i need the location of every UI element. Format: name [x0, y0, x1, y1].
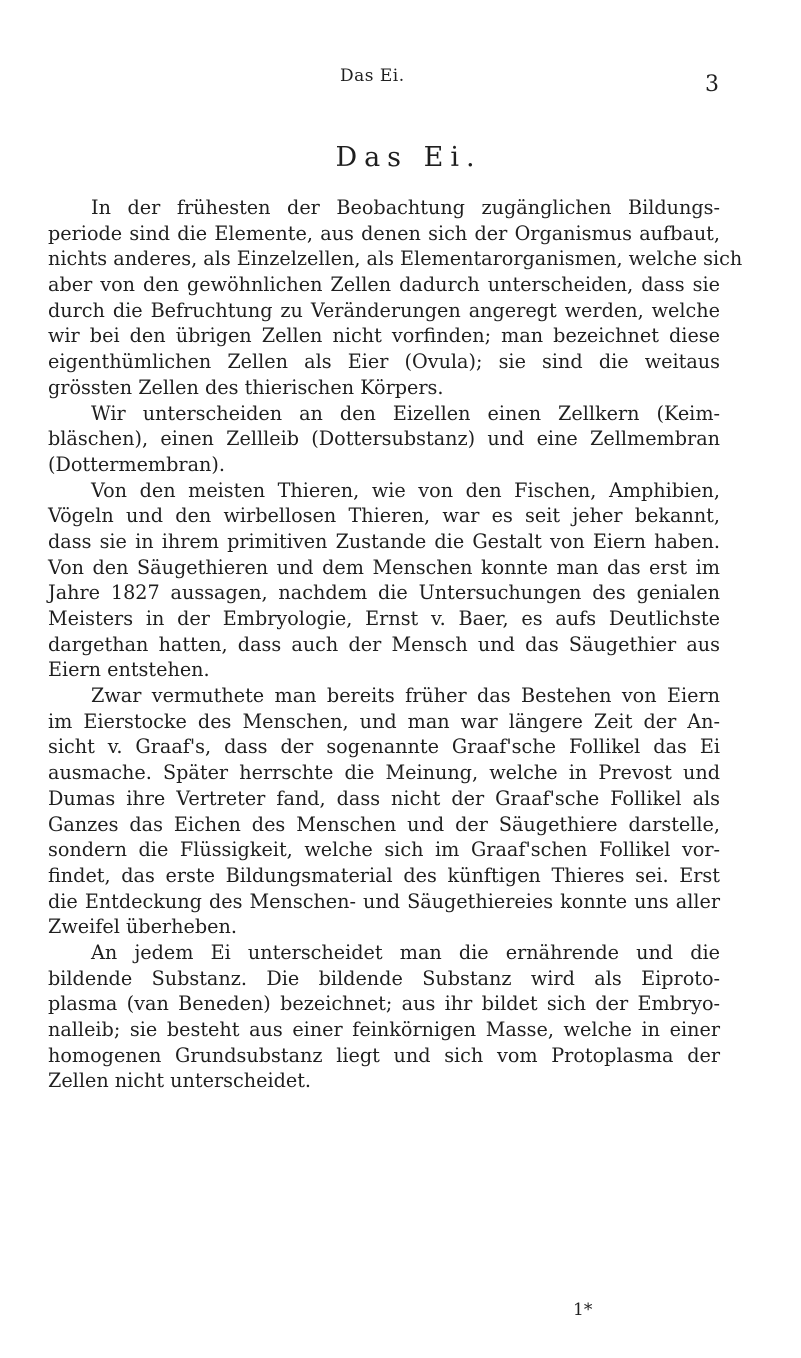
page-number: 3: [705, 72, 719, 97]
text-line: bildende Substanz. Die bildende Substanz wird als Eiproto-: [48, 966, 720, 990]
text-line: Von den Säugethieren und dem Menschen konnte man das erst im: [48, 555, 720, 579]
text-line: homogenen Grundsubstanz liegt und sich vom Protoplasma der: [48, 1043, 720, 1067]
chapter-title: Das Ei.: [335, 142, 482, 173]
text-line: Jahre 1827 aussagen, nachdem die Untersuchungen des genialen: [48, 581, 720, 605]
text-line: Meisters in der Embryologie, Ernst v. Baer, es aufs Deutlichste: [48, 607, 720, 630]
signature-mark: 1*: [573, 1300, 593, 1320]
text-line: Zwar vermuthete man bereits früher das Bestehen von Eiern: [91, 684, 720, 708]
text-line: Ganzes das Eichen des Menschen und der Säugethiere darstelle,: [48, 812, 720, 836]
text-line: wir bei den übrigen Zellen nicht vorfinden; man bezeichnet diese: [48, 324, 720, 348]
text-line: dargethan hatten, dass auch der Mensch und das Säugethier aus: [48, 632, 720, 656]
text-line: plasma (van Beneden) bezeichnet; aus ihr bildet sich der Embryo-: [48, 992, 720, 1016]
running-head: [0, 66, 801, 96]
text-line: nalleib; sie besteht aus einer feinkörnigen Masse, welche in einer: [48, 1018, 720, 1041]
text-line: findet, das erste Bildungsmaterial des künftigen Thieres sei. Erst: [48, 863, 720, 887]
text-line: aber von den gewöhnlichen Zellen dadurch unterscheiden, dass sie: [48, 273, 720, 297]
text-line: An jedem Ei unterscheidet man die ernährende und die: [91, 940, 720, 964]
body-text: [48, 195, 743, 1094]
text-line: Zweifel überheben.: [48, 915, 237, 939]
text-line: die Entdeckung des Menschen- und Säugethiereies konnte uns aller: [48, 889, 720, 913]
text-line: periode sind die Elemente, aus denen sich der Organismus aufbaut,: [48, 221, 720, 245]
running-title: Das Ei.: [340, 66, 405, 86]
text-line: nichts anderes, als Einzelzellen, als Elementarorganismen, welche sich: [48, 247, 743, 271]
text-line: Zellen nicht unterscheidet.: [48, 1069, 312, 1093]
text-line: In der frühesten der Beobachtung zugänglichen Bildungs-: [91, 196, 720, 219]
text-line: ausmache. Später herrschte die Meinung, welche in Prevost und: [48, 761, 720, 785]
text-line: sondern die Flüssigkeit, welche sich im Graaf'schen Follikel vor-: [48, 838, 720, 862]
text-line: im Eierstocke des Menschen, und man war längere Zeit der An-: [48, 709, 720, 733]
text-line: dass sie in ihrem primitiven Zustande die Gestalt von Eiern haben.: [48, 529, 720, 553]
text-line: Wir unterscheiden an den Eizellen einen Zellkern (Keim-: [91, 401, 720, 425]
text-line: bläschen), einen Zellleib (Dottersubstanz) und eine Zellmembran: [48, 427, 720, 451]
text-line: eigenthümlichen Zellen als Eier (Ovula); sie sind die weitaus: [48, 350, 720, 374]
text-line: Eiern entstehen.: [48, 658, 210, 682]
text-line: Vögeln und den wirbellosen Thieren, war es seit jeher bekannt,: [48, 504, 720, 528]
text-line: durch die Befruchtung zu Veränderungen angeregt werden, welche: [48, 298, 720, 322]
text-line: grössten Zellen des thierischen Körpers.: [48, 375, 444, 399]
text-line: (Dottermembran).: [48, 452, 225, 476]
text-line: Dumas ihre Vertreter fand, dass nicht der Graaf'sche Follikel als: [48, 786, 720, 810]
text-line: Von den meisten Thieren, wie von den Fischen, Amphibien,: [91, 478, 720, 502]
text-line: sicht v. Graaf's, dass der sogenannte Graaf'sche Follikel das Ei: [48, 735, 720, 759]
